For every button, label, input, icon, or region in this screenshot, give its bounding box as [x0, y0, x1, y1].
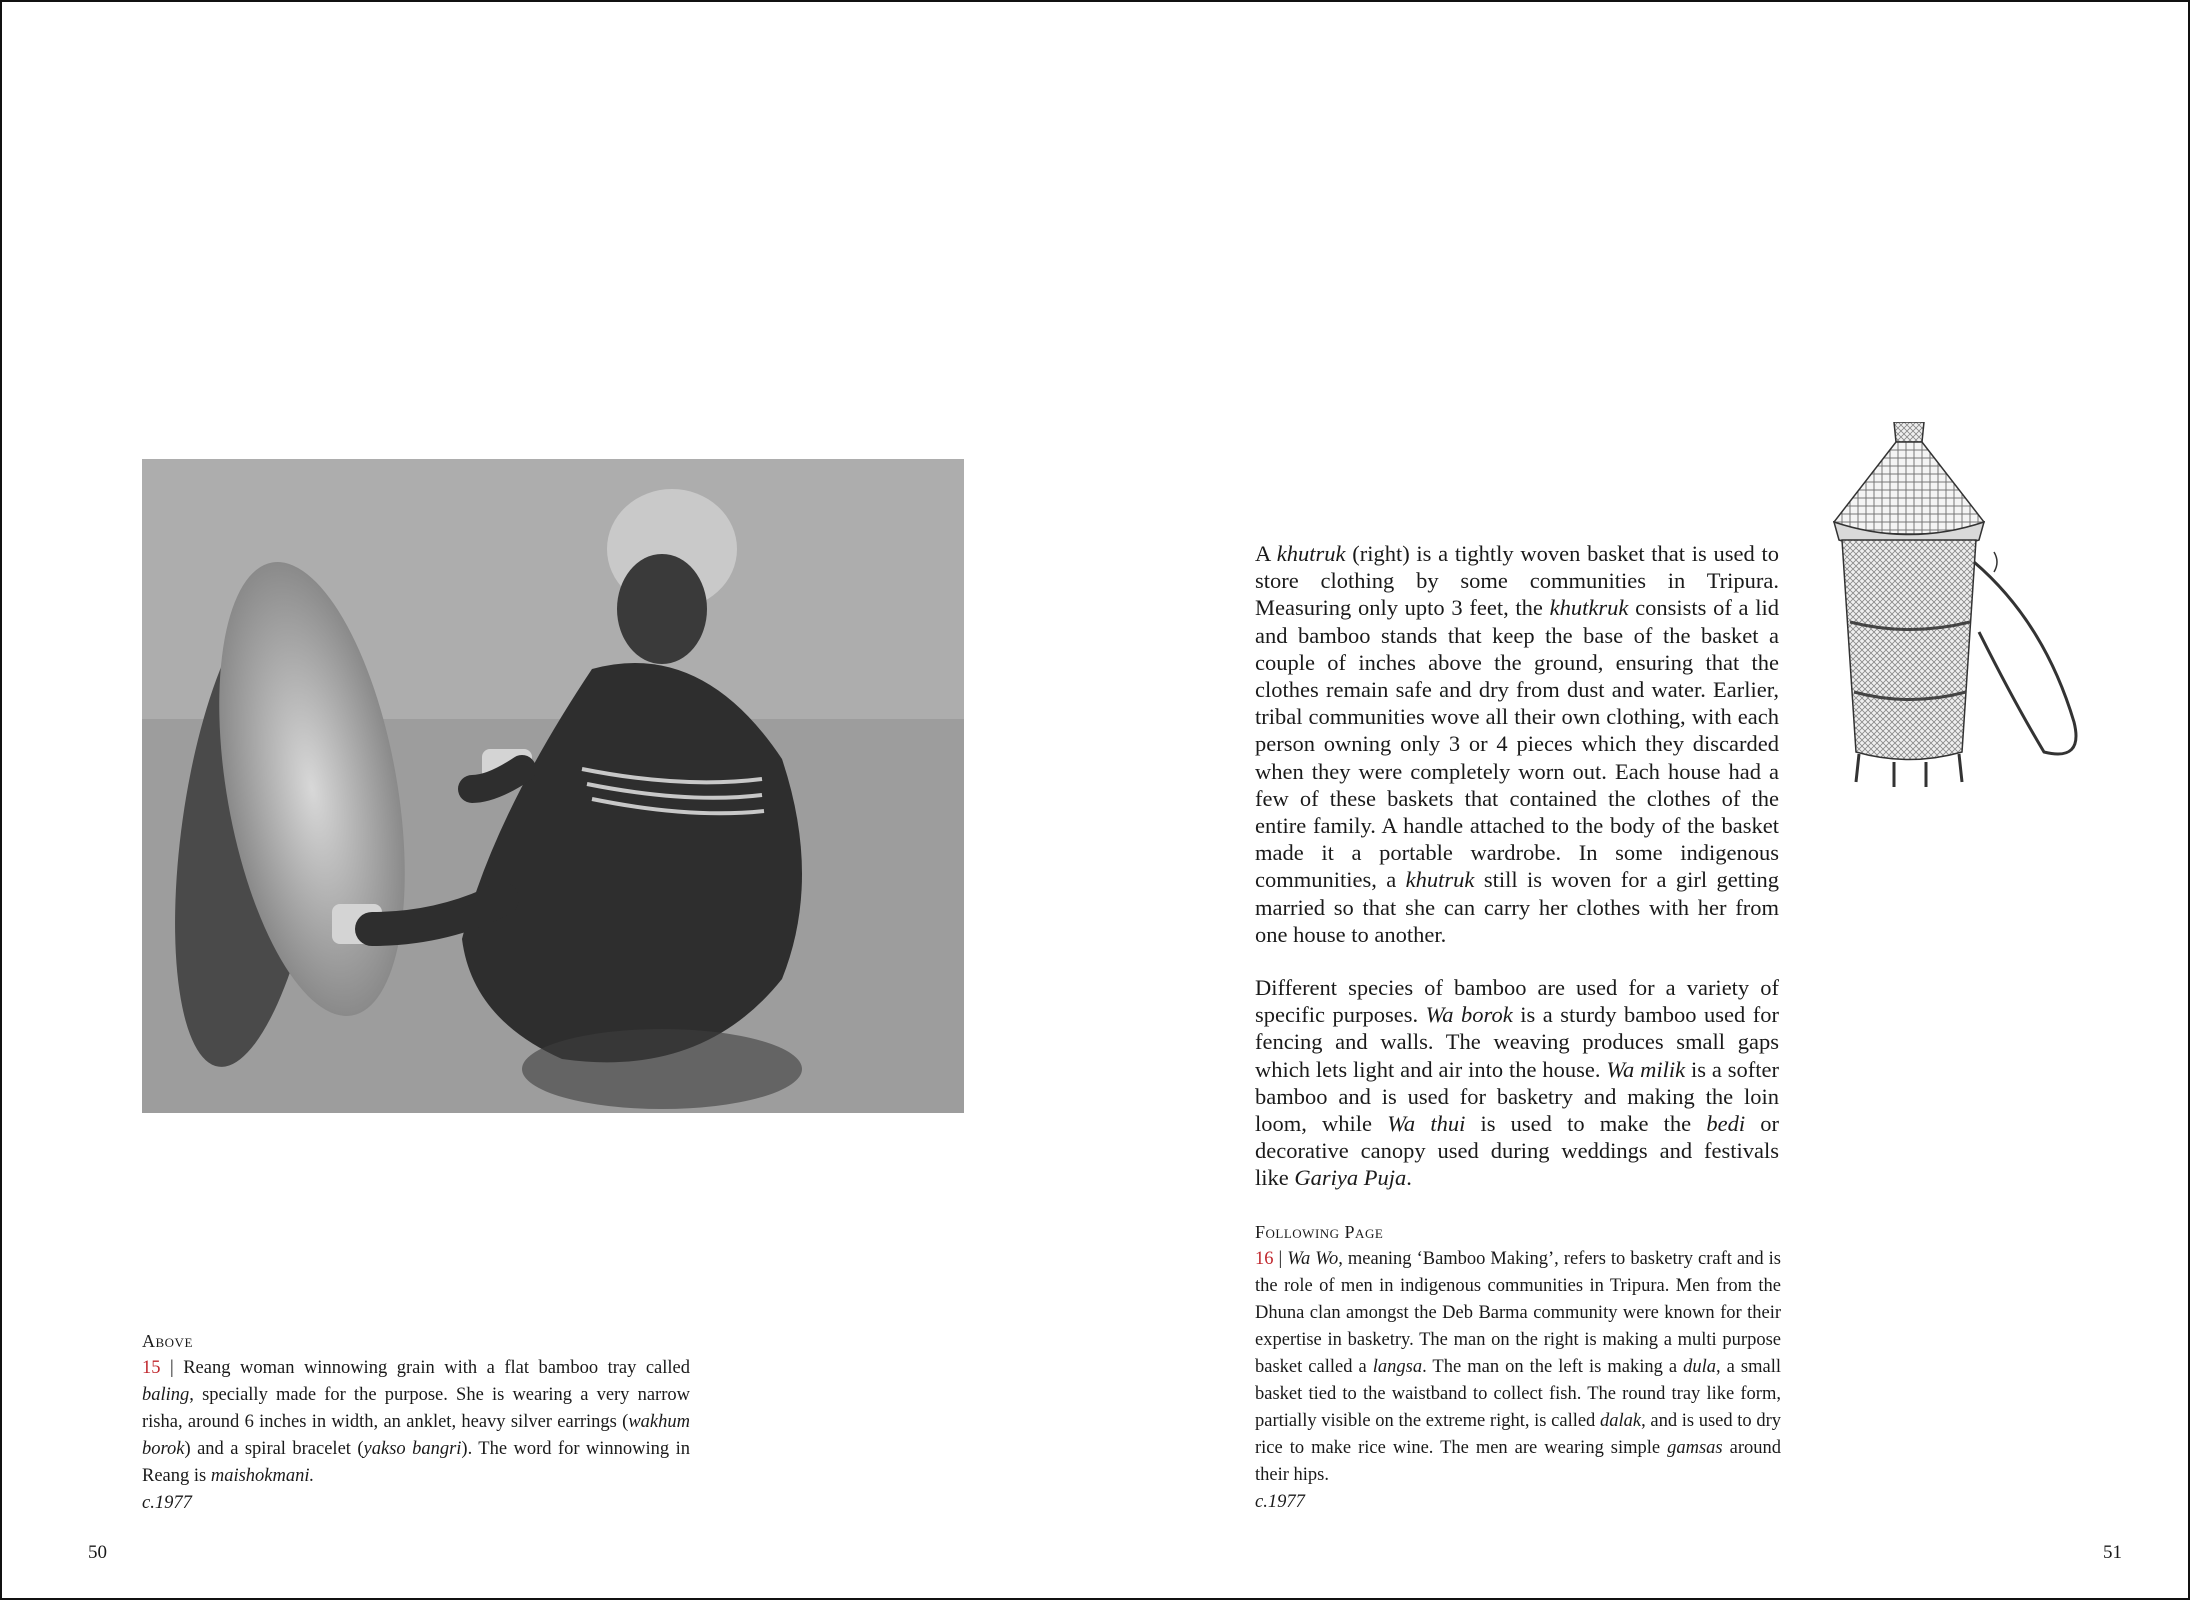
text-segment: . [1406, 1165, 1412, 1191]
text-segment: baling [142, 1385, 190, 1405]
text-segment: wakhum borok [142, 1412, 690, 1459]
text-segment: gamsas [1667, 1438, 1723, 1458]
text-segment: khutkruk [1549, 595, 1629, 621]
text-segment: , specially made for the purpose. She is wearing a very narrow risha, around 6 inches in width, an anklet, heavy silver earrings ( [142, 1385, 690, 1432]
right-caption-label: Following Page [1255, 1222, 1384, 1242]
text-segment: bedi [1706, 1111, 1746, 1137]
text-segment: Different species of bamboo are used for a variety of specific purposes. [1255, 975, 1779, 1028]
left-caption [142, 1328, 690, 1517]
body-paragraph-1 [1255, 540, 1779, 948]
text-segment: yakso bangri [363, 1439, 462, 1459]
text-segment: dula [1683, 1357, 1717, 1377]
text-segment: (right) is a tightly woven basket that is used to store clothing by some communities in Tripura. Measuring only upto 3 feet, the [1255, 541, 1779, 621]
right-figure-number: 16 [1255, 1249, 1274, 1269]
text-segment: around their hips. [1255, 1438, 1781, 1485]
body-paragraph-2 [1255, 974, 1779, 1192]
right-caption-date: c.1977 [1255, 1492, 1305, 1512]
text-segment: ) and a spiral bracelet ( [184, 1439, 364, 1459]
text-segment: , and is used to dry rice to make rice wine. The men are wearing simple [1255, 1411, 1781, 1458]
khutruk-basket-drawing [1814, 422, 2166, 808]
left-page [2, 2, 1095, 1598]
left-caption-separator: | [160, 1358, 184, 1378]
text-segment: is used to make the [1465, 1111, 1707, 1137]
body-text [1255, 540, 1779, 1218]
khutruk-basket-illustration [1814, 422, 2166, 808]
text-segment: langsa [1372, 1357, 1423, 1377]
right-caption-separator: | [1273, 1249, 1288, 1269]
page-number-left: 50 [88, 1542, 107, 1563]
text-segment: consists of a lid and bamboo stands that keep the base of the basket a couple of inches above the ground, ensuring that the clothes remain safe and dry from dust and water. Earlier, tribal communities wove all their own clothing, with each person owning only 3 or 4 pieces which they discarded when they were completely worn out. Each house had a few of these baskets that contained the clothes of the entire family. A handle attached to the body of the basket made it a portable wardrobe. In some indigenous communities, a [1255, 595, 1780, 893]
left-figure-number: 15 [142, 1358, 161, 1378]
winnowing-photo-image [142, 459, 964, 1113]
text-segment: is a sturdy bamboo used for fencing and walls. The weaving produces small gaps which lets light and air into the house. [1255, 1002, 1780, 1082]
right-page [1095, 2, 2188, 1598]
text-segment: Wa thui [1387, 1111, 1466, 1137]
text-segment: Wa borok [1425, 1002, 1513, 1028]
page-number-right: 51 [2103, 1542, 2122, 1563]
right-caption-text [1255, 1249, 1781, 1485]
winnowing-photo [142, 459, 964, 1113]
right-caption [1255, 1219, 1781, 1516]
text-segment: maishokmani. [210, 1466, 315, 1486]
text-segment: is a softer bamboo and is used for basketry and making the loin loom, while [1255, 1056, 1779, 1137]
text-segment: Reang woman winnowing grain with a flat bamboo tray called [183, 1358, 690, 1378]
text-segment: , meaning ‘Bamboo Making’, refers to basketry craft and is the role of men in indigenous communities in Tripura. Men from the Dhuna clan amongst the Deb Barma community were known for their expertise in basketry. The man on the right is making a multi purpose basket called a [1255, 1249, 1781, 1377]
text-segment: Wa milik [1606, 1056, 1686, 1082]
text-segment: Wa Wo [1287, 1249, 1339, 1269]
text-segment: dalak [1599, 1411, 1642, 1431]
left-caption-text [142, 1358, 690, 1486]
left-caption-label: Above [142, 1331, 193, 1351]
left-caption-date: c.1977 [142, 1493, 192, 1513]
text-segment: khutruk [1405, 867, 1475, 893]
text-segment: , a small basket tied to the waistband to collect fish. The round tray like form, partially visible on the extreme right, is called [1255, 1357, 1782, 1431]
text-segment: A [1255, 541, 1277, 566]
text-segment: . The man on the left is making a [1422, 1357, 1684, 1377]
text-segment: khutruk [1276, 541, 1346, 566]
text-segment: Gariya Puja [1294, 1165, 1407, 1191]
text-segment: still is woven for a girl getting married so that she can carry her clothes with her from one house to another. [1255, 867, 1779, 947]
text-segment: or decorative canopy used during weddings and festivals like [1255, 1111, 1779, 1191]
text-segment: ). The word for winnowing in Reang is [142, 1439, 690, 1486]
